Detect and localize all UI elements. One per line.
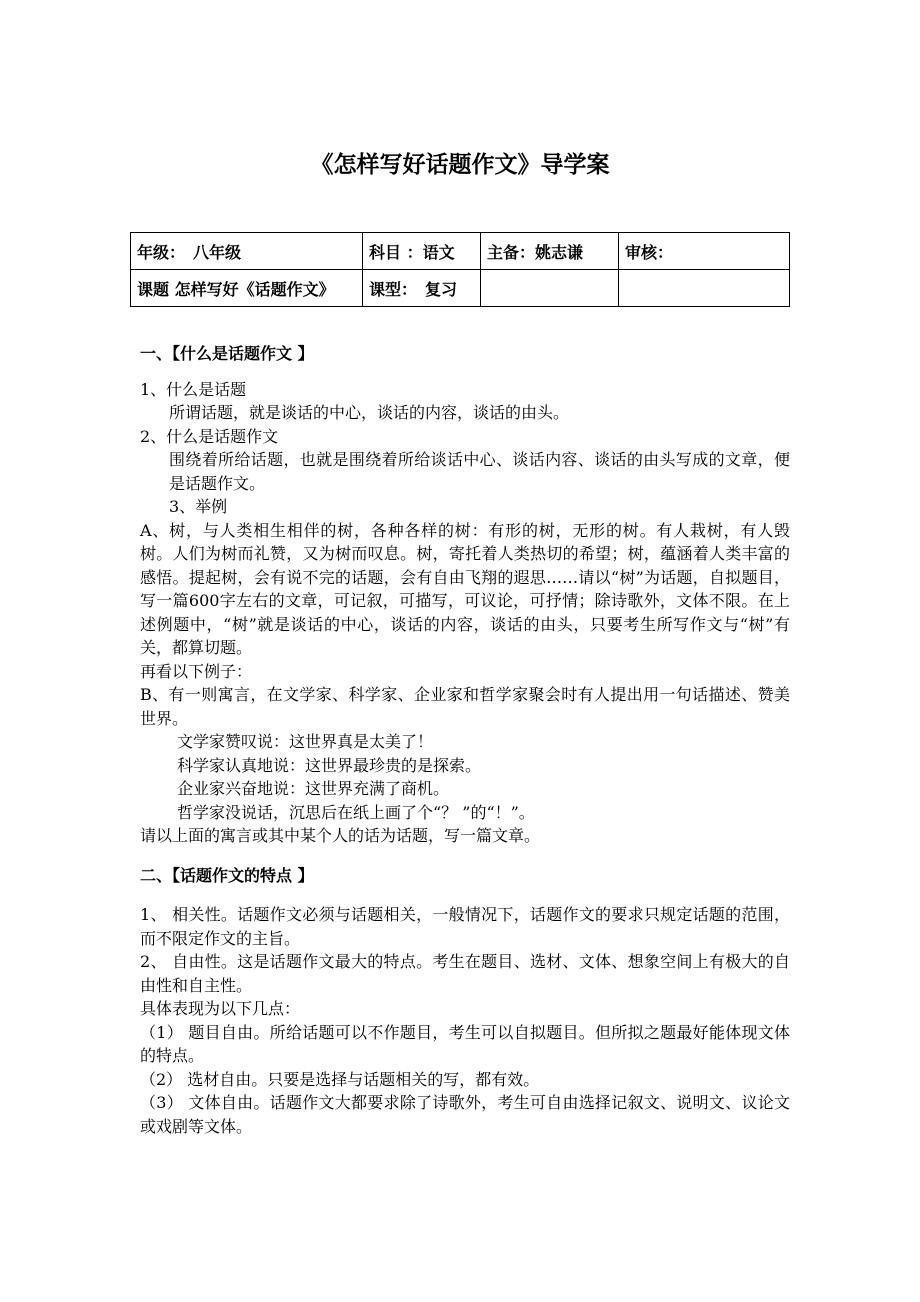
quote-philosopher: 哲学家没说话，沉思后在纸上画了个“？ ”的“！”。	[177, 802, 535, 822]
feature-freedom: 2、 自由性。这是话题作文最大的特点。考生在题目、选材、文体、想象空间上有极大的自由性和自主性。	[140, 952, 790, 995]
item2-title: 2、什么是话题作文	[140, 426, 279, 446]
subject-cell: 科目 ：语文	[363, 233, 481, 270]
item1-text: 所谓话题，就是谈话的中心，谈话的内容，谈话的由头。	[169, 403, 570, 422]
grade-cell: 年级： 八年级	[131, 233, 363, 270]
item2-text: 围绕着所给话题，也就是围绕着所给谈话中心、谈话内容、谈话的由头写成的文章，便是话题作文。	[169, 450, 790, 493]
example-a: A、树，与人类相生相伴的树，各种各样的树：有形的树，无形的树。有人栽树，有人毁树。人们为树而礼赞，又为树而叹息。树，寄托着人类热切的希望；树，蕴涵着人类丰富的感悟。提起树，会有说不完的话题，会有自由飞翔的遐思……请以“树”为话题，自拟题目，写一篇600字左右的文章，可记叙，可描写，可议论，可抒情；除诗歌外，文体不限。在上述例题中，“树”就是谈话的中心，谈话的内容，谈话的由头，只要考生所写作文与“树”有关，都算切题。	[140, 520, 790, 657]
example-b: B、有一则寓言，在文学家、科学家、企业家和哲学家聚会时有人提出用一句话描述、赞美世界。	[140, 685, 790, 728]
quote-writer: 文学家赞叹说：这世界真是太美了！	[177, 732, 434, 751]
item3-title: 3、举例	[169, 497, 228, 516]
page-title: 《怎样写好话题作文》导学案	[310, 151, 610, 178]
quote-scientist: 科学家认真地说：这世界最珍贵的是探索。	[177, 755, 482, 775]
item1-title: 1、什么是话题	[140, 379, 247, 399]
feature-genre-freedom: （3） 文体自由。话题作文大都要求除了诗歌外，考生可自由选择记叙文、说明文、议论文或戏剧等文体。	[140, 1093, 790, 1136]
topic-cell: 课题 怎样写好《话题作文》	[131, 270, 363, 307]
table-row	[131, 233, 790, 270]
feature-details-intro: 具体表现为以下几点：	[140, 999, 301, 1018]
task-text: 请以上面的寓言或其中某个人的话为话题，写一篇文章。	[140, 826, 541, 845]
info-table	[130, 232, 790, 307]
feature-material-freedom: （2） 选材自由。只要是选择与话题相关的写，都有效。	[140, 1069, 540, 1089]
document-body	[140, 342, 790, 1138]
section1-heading: 一、【什么是话题作文 】	[140, 344, 314, 363]
section2-heading: 二、【话题作文的特点 】	[140, 865, 314, 885]
reviewer-cell: 审核：	[619, 233, 790, 270]
empty-cell	[481, 270, 619, 307]
more-examples: 再看以下例子：	[140, 661, 253, 681]
feature-title-freedom: （1） 题目自由。所给话题可以不作题目，考生可以自拟题目。但所拟之题最好能体现文体的特点。	[140, 1022, 790, 1065]
empty-cell	[619, 270, 790, 307]
preparer-cell: 主备：姚志谦	[481, 233, 619, 270]
table-row	[131, 270, 790, 307]
feature-relevance: 1、 相关性。话题作文必须与话题相关，一般情况下，话题作文的要求只规定话题的范围，而不限定作文的主旨。	[140, 905, 790, 948]
quote-entrepreneur: 企业家兴奋地说：这世界充满了商机。	[177, 779, 450, 798]
lesson-type-cell: 课型： 复习	[363, 270, 481, 307]
